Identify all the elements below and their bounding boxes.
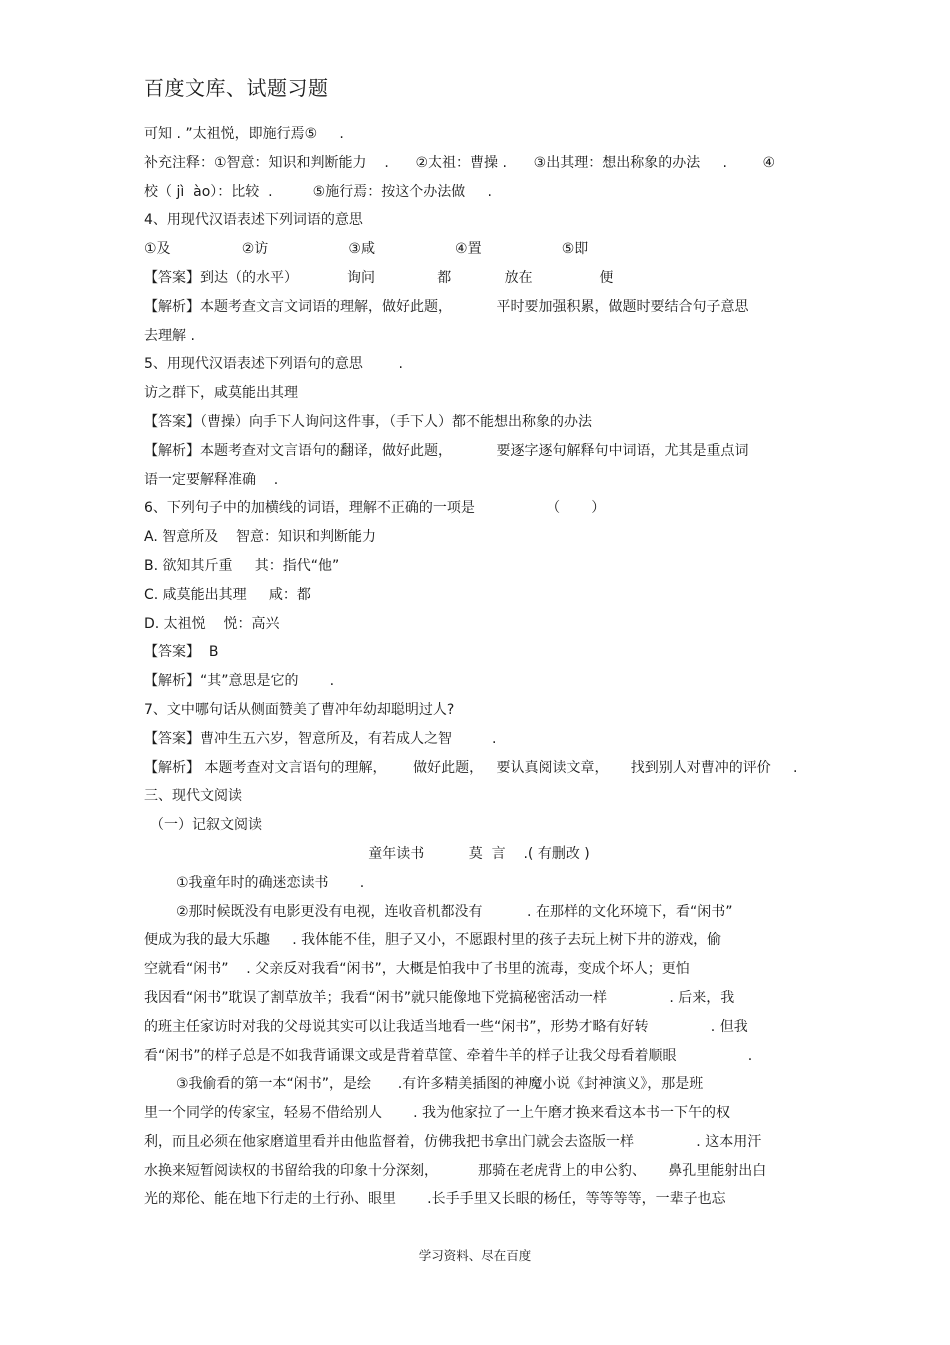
text-line: 可知 . ”太祖悦，即施行焉⑤ . [144,126,344,142]
page-footer: 学习资料、尽在百度 [418,1248,532,1263]
document-body [144,120,814,1214]
text-line: 语一定要解释准确 . [144,471,279,488]
text-line: 访之群下，咸莫能出其理 [144,385,298,402]
text-line: ②那时候既没有电影更没有电视，连收音机都没有 . 在那样的文化环境下，看“闲书” [176,903,733,920]
text-line: 便成为我的最大乐趣 . 我体能不佳，胆子又小，不愿跟村里的孩子去玩上树下井的游戏，偷 [144,932,722,949]
text-line: 【答案】（曹操）向手下人询问这件事，（手下人）都不能想出称象的办法 [144,413,592,430]
text-line: ①及 ②访 ③咸 ④置 ⑤即 [144,241,589,258]
text-line: 【解析】本题考查对文言语句的翻译，做好此题， 要逐字逐句解释句中词语，尤其是重点词 [144,442,749,459]
text-line: 6、下列句子中的加横线的词语，理解不正确的一项是 （ ） [144,500,606,517]
text-line: 补充注释：①智意：知识和判断能力 . ②太祖：曹操 . ③出其理：想出称象的办法 . ④ [144,154,776,171]
text-line: （一）记叙文阅读 [150,817,262,834]
text-line: ①我童年时的确迷恋读书 . [176,874,365,891]
text-line: ③我偷看的第一本“闲书”，是绘 .有许多精美插图的神魔小说《封神演义》，那是班 [176,1076,704,1093]
text-line: 光的郑伦、能在地下行走的土行孙、眼里 .长手手里又长眼的杨任，等等等等，一辈子也忘 [144,1191,726,1208]
text-line: 【解析】“其”意思是它的 . [144,673,335,690]
text-line: D. 太祖悦 悦：高兴 [144,615,280,632]
text-line: 去理解 . [144,327,195,344]
text-line: 【答案】曹冲生五六岁，智意所及，有若成人之智 . [144,730,497,747]
text-line: 【答案】 B [144,644,219,661]
text-line: 【解析】 本题考查对文言语句的理解， 做好此题， 要认真阅读文章， 找到别人对曹冲的评价 . [144,759,798,776]
text-line: 5、用现代汉语表述下列语句的意思 . [144,356,403,373]
text-line: 里一个同学的传家宝，轻易不借给别人 . 我为他家拉了一上午磨才换来看这本书一下午的权 [144,1105,731,1122]
text-line: 【答案】到达（的水平） 询问 都 放在 便 [144,269,614,286]
text-line: C. 咸莫能出其理 咸：都 [144,586,311,603]
page-header: 百度文库、试题习题 [144,76,329,100]
text-line: 校（ jì ào）：比较 . ⑤施行焉：按这个办法做 . [144,183,492,200]
text-line: 童年读书 莫 言 .( 有删改 ) [368,845,590,862]
text-line: 看“闲书”的样子总是不如我背诵课文或是背着草筐、牵着牛羊的样子让我父母看着顺眼 . [144,1047,753,1064]
text-line: 空就看“闲书” . 父亲反对我看“闲书”，大概是怕我中了书里的流毒，变成个坏人；更怕 [144,961,690,978]
text-line: 水换来短暂阅读权的书留给我的印象十分深刻， 那骑在老虎背上的申公豹、 鼻孔里能射出白 [144,1162,767,1179]
text-line: 7、文中哪句话从侧面赞美了曹冲年幼却聪明过人? [144,701,455,718]
text-line: 4、用现代汉语表述下列词语的意思 [144,212,363,229]
text-line: B. 欲知其斤重 其：指代“他” [144,557,340,574]
text-line: 的班主任家访时对我的父母说其实可以让我适当地看一些“闲书”，形势才略有好转 . 但我 [144,1018,748,1035]
text-line: 三、现代文阅读 [144,788,242,805]
text-line: A. 智意所及 智意：知识和判断能力 [144,529,377,546]
text-line: 【解析】本题考查文言文词语的理解，做好此题， 平时要加强积累，做题时要结合句子意思 [144,298,749,315]
text-line: 利，而且必须在他家磨道里看并由他监督着，仿佛我把书拿出门就会去盗版一样 . 这本用汗 [144,1133,762,1150]
text-line: 我因看“闲书”耽误了割草放羊；我看“闲书”就只能像地下党搞秘密活动一样 . 后来，我 [144,989,735,1006]
